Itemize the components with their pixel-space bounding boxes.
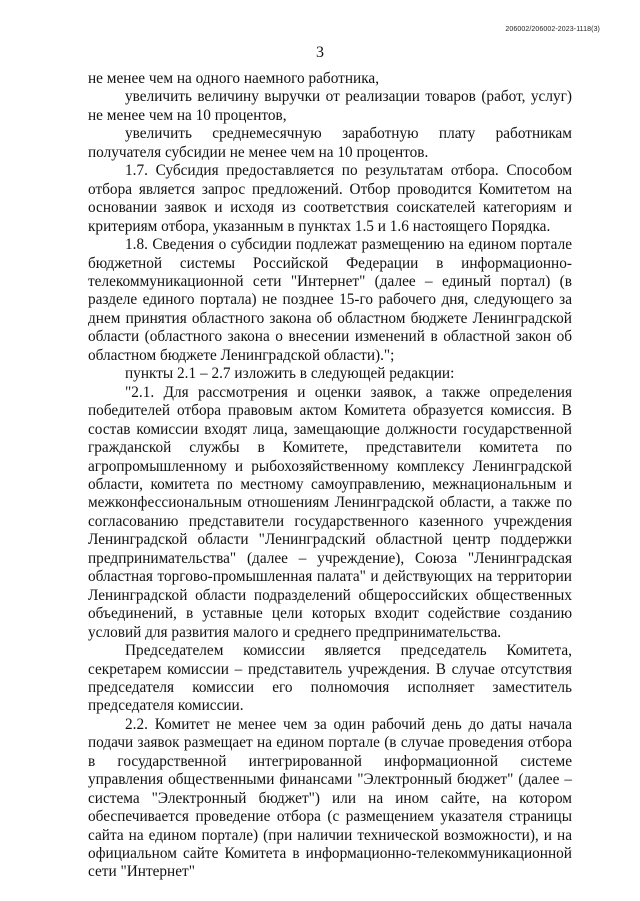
paragraph: увеличить величину выручки от реализации товаров (работ, услуг) не менее чем на 10 процентов, xyxy=(88,88,572,124)
paragraph-commission-chair: Председателем комиссии является председатель Комитета, секретарем комиссии – представитель учреждения. В случае отсутствия председателя комиссии его полномочия исполняет заместитель председателя комиссии. xyxy=(88,642,572,715)
page-number: 3 xyxy=(316,44,324,61)
paragraph-1-8: 1.8. Сведения о субсидии подлежат размещению на едином портале бюджетной системы Российской Федерации в информационно-телекоммуникационной сети "Интернет" (далее – единый портал) (в разделе единого портала) не позднее 15-го рабочего дня, следующего за днем принятия областного закона об областном бюджете Ленинградской области (областного закона о внесении изменений в областной закон об областном бюджете Ленинградской области)."; xyxy=(88,236,572,364)
paragraph-2-1: "2.1. Для рассмотрения и оценки заявок, а также определения победителей отбора правовым актом Комитета образуется комиссия. В состав комиссии входят лица, замещающие должности государственной гражданской службы в Комитете, представители комитета по агропромышленному и рыбохозяйственному комплексу Ленинградской области, комитета по местному самоуправлению, межнациональным и межконфессиональным отношениям Ленинградской области, а также по согласованию представители государственного казенного учреждения Ленинградской области "Ленинградский областной центр поддержки предпринимательства" (далее – учреждение), Союза "Ленинградская областная торгово-промышленная палата" и действующих на территории Ленинградской области подразделений общероссийских общественных объединений, в уставные цели которых входит содействие созданию условий для развития малого и среднего предпринимательства. xyxy=(88,383,572,641)
document-body xyxy=(88,70,572,882)
document-registration-code: 206002/206002-2023-1118(3) xyxy=(505,26,600,33)
paragraph: увеличить среднемесячную заработную плату работникам получателя субсидии не менее чем на 10 процентов. xyxy=(88,125,572,161)
paragraph: не менее чем на одного наемного работника, xyxy=(88,70,380,87)
paragraph-amendment-intro: пункты 2.1 – 2.7 изложить в следующей редакции: xyxy=(125,365,455,383)
paragraph-1-7: 1.7. Субсидия предоставляется по результатам отбора. Способом отбора является запрос предложений. Отбор проводится Комитетом на основании заявок и исходя из соответствия соискателей категориям и критериям отбора, указанным в пунктах 1.5 и 1.6 настоящего Порядка. xyxy=(88,162,572,235)
paragraph-2-2: 2.2. Комитет не менее чем за один рабочий день до даты начала подачи заявок размещает на едином портале (в случае проведения отбора в государственной интегрированной информационной системе управления общественными финансами "Электронный бюджет" (далее – система "Электронный бюджет") или на ином сайте, на котором обеспечивается проведение отбора (с размещением указателя страницы сайта на едином портале) (при наличии технической возможности), и на официальном сайте Комитета в информационно-телекоммуникационной сети "Интернет" xyxy=(88,715,572,881)
